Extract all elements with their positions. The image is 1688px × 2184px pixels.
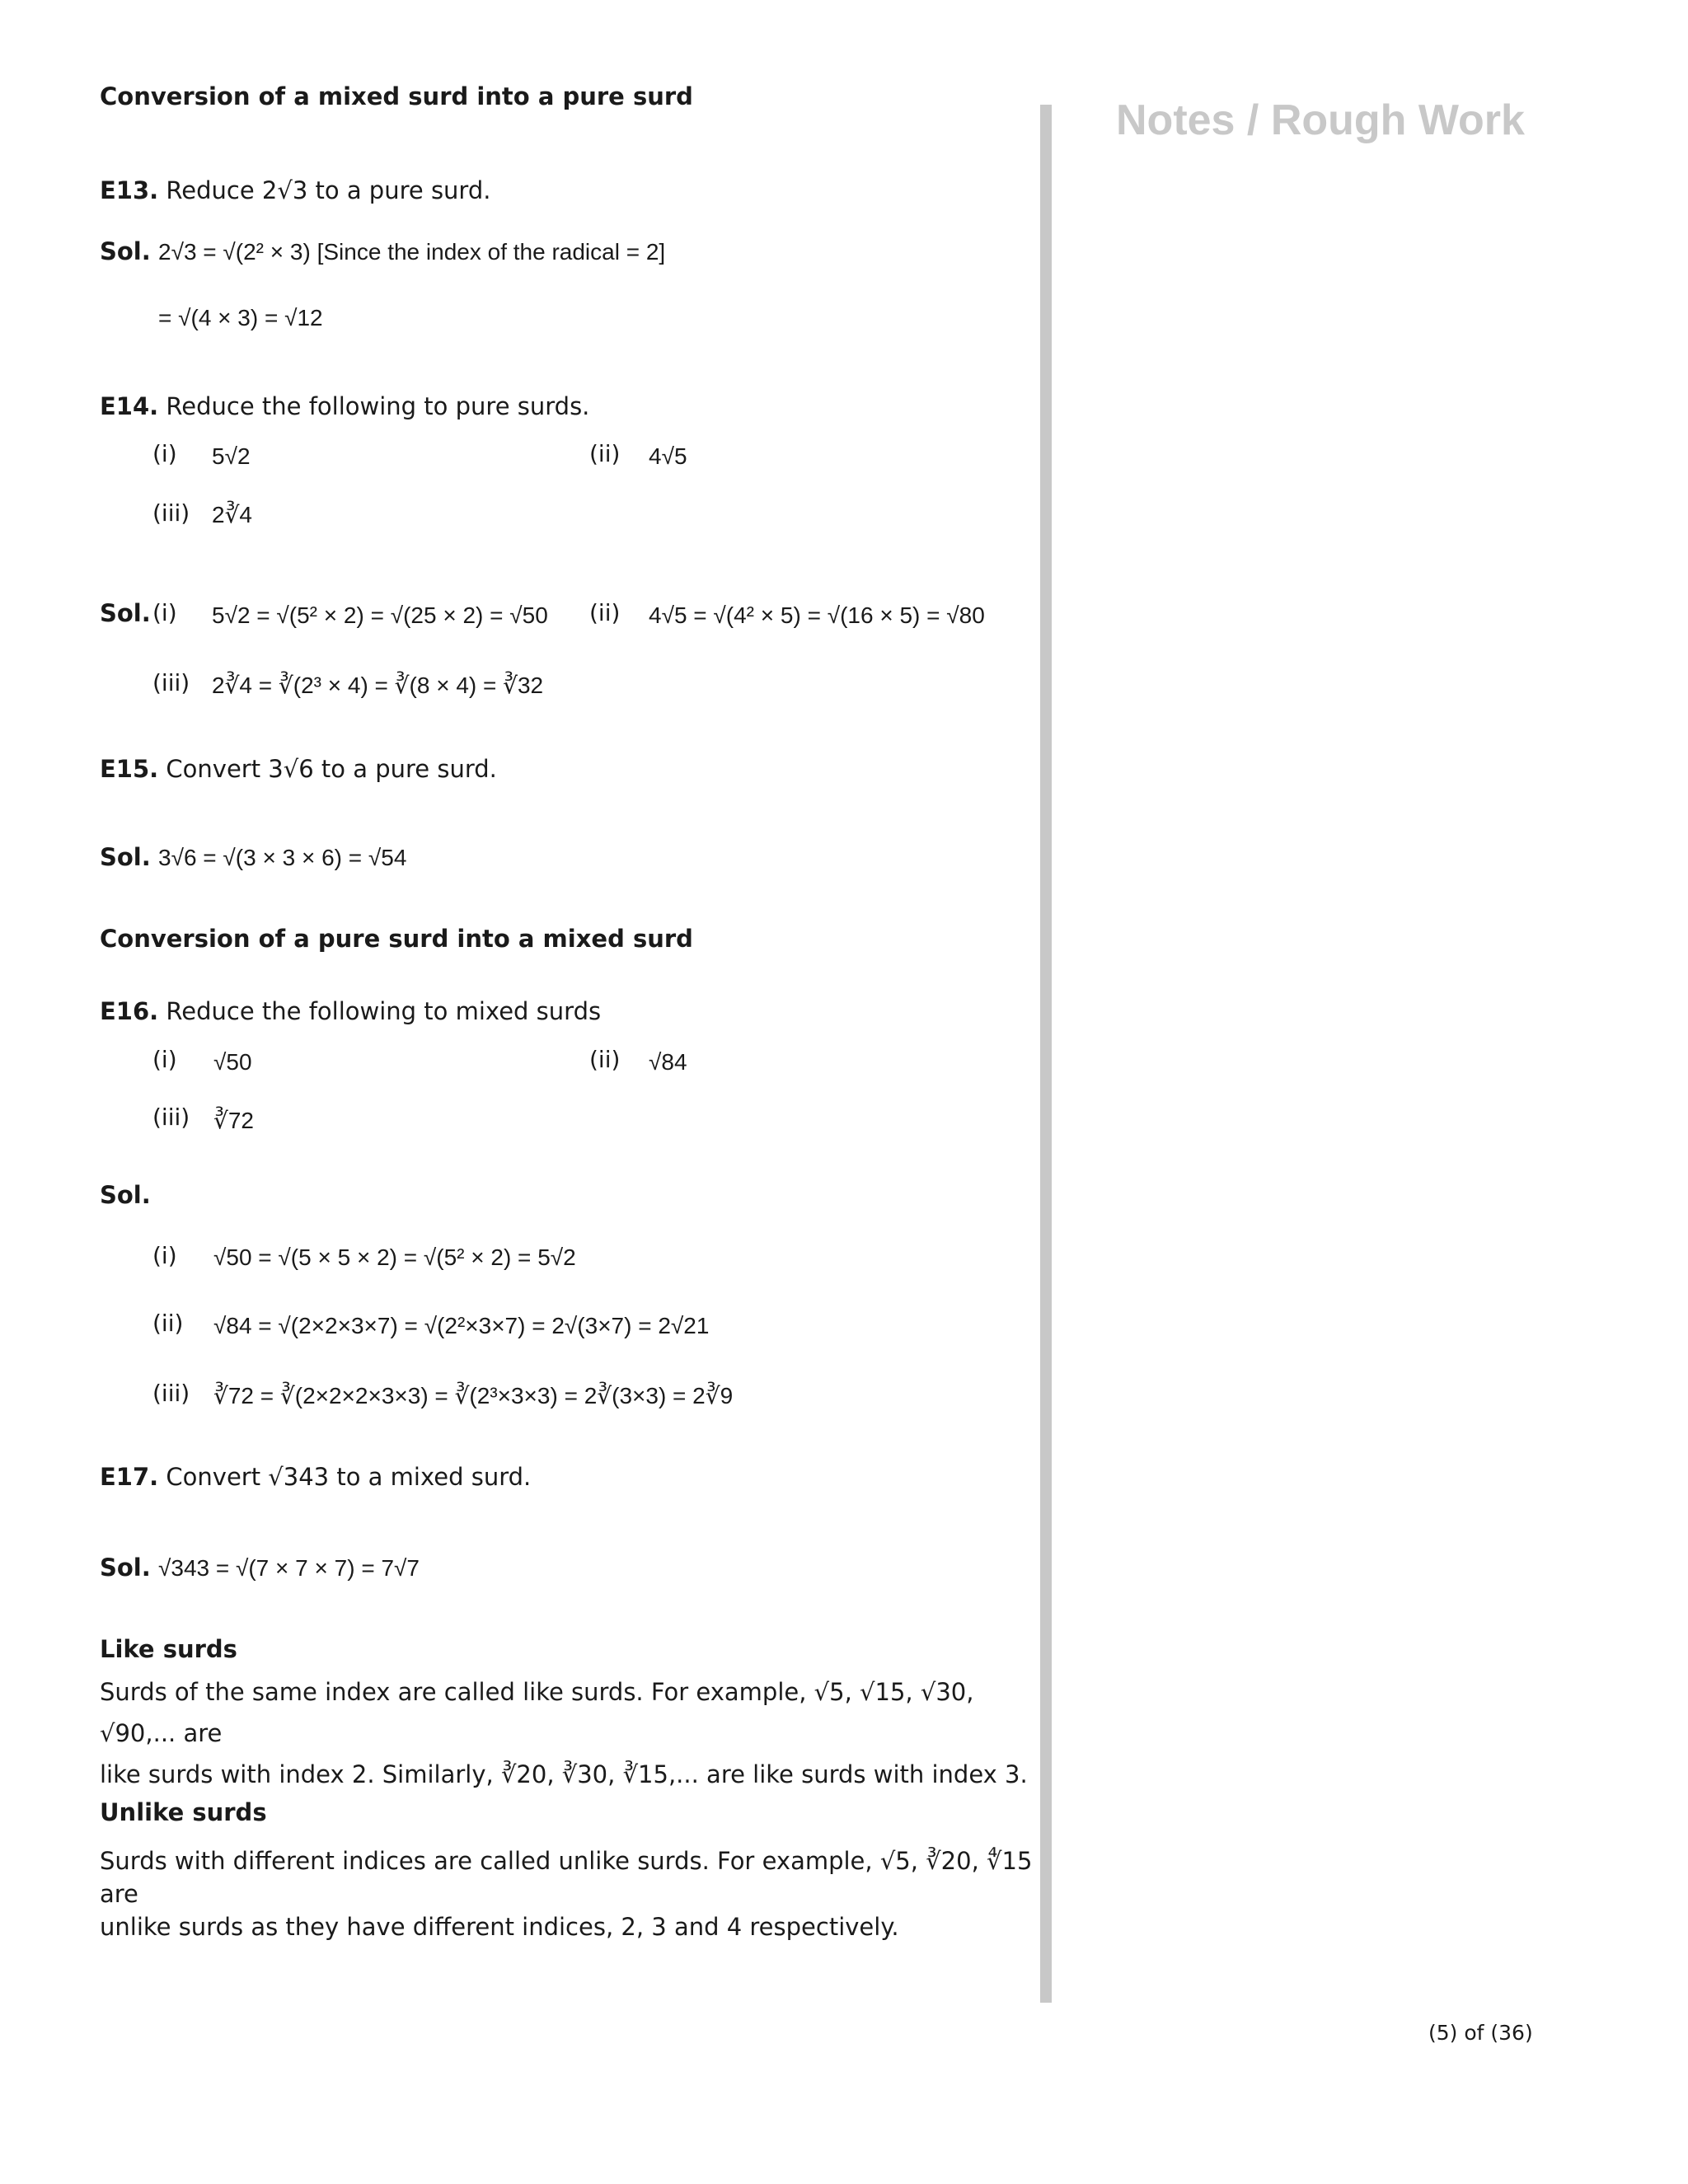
e15-label: E15. bbox=[100, 755, 159, 783]
e16-item-i-label: (i) bbox=[152, 1046, 177, 1073]
e17-sol-expr: √343 = √(7 × 7 × 7) = 7√7 bbox=[158, 1555, 420, 1581]
unlike-surds-line2: unlike surds as they have different indices, 2, 3 and 4 respectively. bbox=[100, 1913, 899, 1941]
unlike-surds-paragraph bbox=[100, 1844, 1035, 1943]
e13-label: E13. bbox=[100, 176, 159, 204]
sidebar-divider bbox=[1040, 105, 1052, 2003]
e16-item-iii-label: (iii) bbox=[152, 1104, 190, 1131]
e13-solution-line1 bbox=[100, 237, 665, 265]
e16-sol-iii: ∛72 = ∛(2×2×2×3×3) = ∛(2³×3×3) = 2∛(3×3) = 2∛9 bbox=[213, 1383, 734, 1408]
e16-item-i: √50 bbox=[213, 1049, 252, 1075]
e14-sol-iii-label: (iii) bbox=[152, 669, 190, 696]
e14-question bbox=[100, 392, 589, 420]
e13-sol-label: Sol. bbox=[100, 237, 151, 265]
section-heading-mixed-to-pure: Conversion of a mixed surd into a pure surd bbox=[100, 82, 693, 110]
e16-sol-ii-label: (ii) bbox=[152, 1310, 184, 1337]
e17-sol-label: Sol. bbox=[100, 1554, 151, 1582]
e14-sol-i-label: (i) bbox=[152, 599, 177, 626]
page-number: (5) of (36) bbox=[1428, 2021, 1533, 2045]
unlike-surds-heading: Unlike surds bbox=[100, 1798, 267, 1826]
like-surds-paragraph bbox=[100, 1671, 1035, 1795]
e16-sol-label: Sol. bbox=[100, 1181, 151, 1209]
e14-item-ii: 4√5 bbox=[649, 443, 687, 469]
e15-question-text: Convert 3√6 to a pure surd. bbox=[166, 755, 497, 783]
e14-sol-label: Sol. bbox=[100, 599, 151, 627]
unlike-surds-line1: Surds with different indices are called unlike surds. For example, √5, ∛20, ∜15 are bbox=[100, 1847, 1033, 1908]
e14-sol-ii: 4√5 = √(4² × 5) = √(16 × 5) = √80 bbox=[649, 602, 985, 628]
notes-title: Notes / Rough Work bbox=[1116, 96, 1525, 144]
e16-label: E16. bbox=[100, 997, 159, 1025]
e17-solution bbox=[100, 1554, 420, 1582]
e16-sol-i: √50 = √(5 × 5 × 2) = √(5² × 2) = 5√2 bbox=[213, 1244, 576, 1270]
e13-question bbox=[100, 176, 490, 204]
e17-question bbox=[100, 1463, 531, 1491]
e15-solution bbox=[100, 843, 406, 871]
e14-question-text: Reduce the following to pure surds. bbox=[166, 392, 590, 420]
e16-item-iii: ∛72 bbox=[213, 1108, 254, 1133]
e14-sol-i: 5√2 = √(5² × 2) = √(25 × 2) = √50 bbox=[212, 602, 548, 628]
e16-item-ii: √84 bbox=[649, 1049, 687, 1075]
e16-sol-i-label: (i) bbox=[152, 1242, 177, 1269]
e13-sol-expr1: 2√3 = √(2² × 3) [Since the index of the radical = 2] bbox=[158, 239, 666, 265]
like-surds-line2: like surds with index 2. Similarly, ∛20, ∛30, ∛15,... are like surds with index 3. bbox=[100, 1760, 1028, 1788]
e14-sol-iii: 2∛4 = ∛(2³ × 4) = ∛(8 × 4) = ∛32 bbox=[212, 673, 544, 698]
e13-question-text: Reduce 2√3 to a pure surd. bbox=[166, 176, 491, 204]
e16-sol-ii: √84 = √(2×2×3×7) = √(2²×3×7) = 2√(3×7) = 2√21 bbox=[213, 1313, 710, 1338]
e15-sol-expr: 3√6 = √(3 × 3 × 6) = √54 bbox=[158, 845, 407, 870]
like-surds-line1: Surds of the same index are called like surds. For example, √5, √15, √30, √90,... are bbox=[100, 1678, 974, 1747]
e14-sol-ii-label: (ii) bbox=[589, 599, 621, 626]
e17-label: E17. bbox=[100, 1463, 159, 1491]
e14-item-ii-label: (ii) bbox=[589, 440, 621, 467]
e14-item-i-label: (i) bbox=[152, 440, 177, 467]
section-heading-pure-to-mixed: Conversion of a pure surd into a mixed surd bbox=[100, 925, 693, 953]
e16-sol-iii-label: (iii) bbox=[152, 1380, 190, 1407]
e14-item-iii-label: (iii) bbox=[152, 499, 190, 527]
e14-label: E14. bbox=[100, 392, 159, 420]
e14-item-i: 5√2 bbox=[212, 443, 251, 469]
e16-question bbox=[100, 997, 601, 1025]
e13-solution-line2: = √(4 × 3) = √12 bbox=[158, 305, 323, 330]
e15-sol-label: Sol. bbox=[100, 843, 151, 871]
like-surds-heading: Like surds bbox=[100, 1635, 237, 1663]
e16-question-text: Reduce the following to mixed surds bbox=[166, 997, 602, 1025]
e17-question-text: Convert √343 to a mixed surd. bbox=[166, 1463, 532, 1491]
e14-item-iii: 2∛4 bbox=[212, 502, 252, 527]
e16-item-ii-label: (ii) bbox=[589, 1046, 621, 1073]
e15-question bbox=[100, 755, 497, 783]
